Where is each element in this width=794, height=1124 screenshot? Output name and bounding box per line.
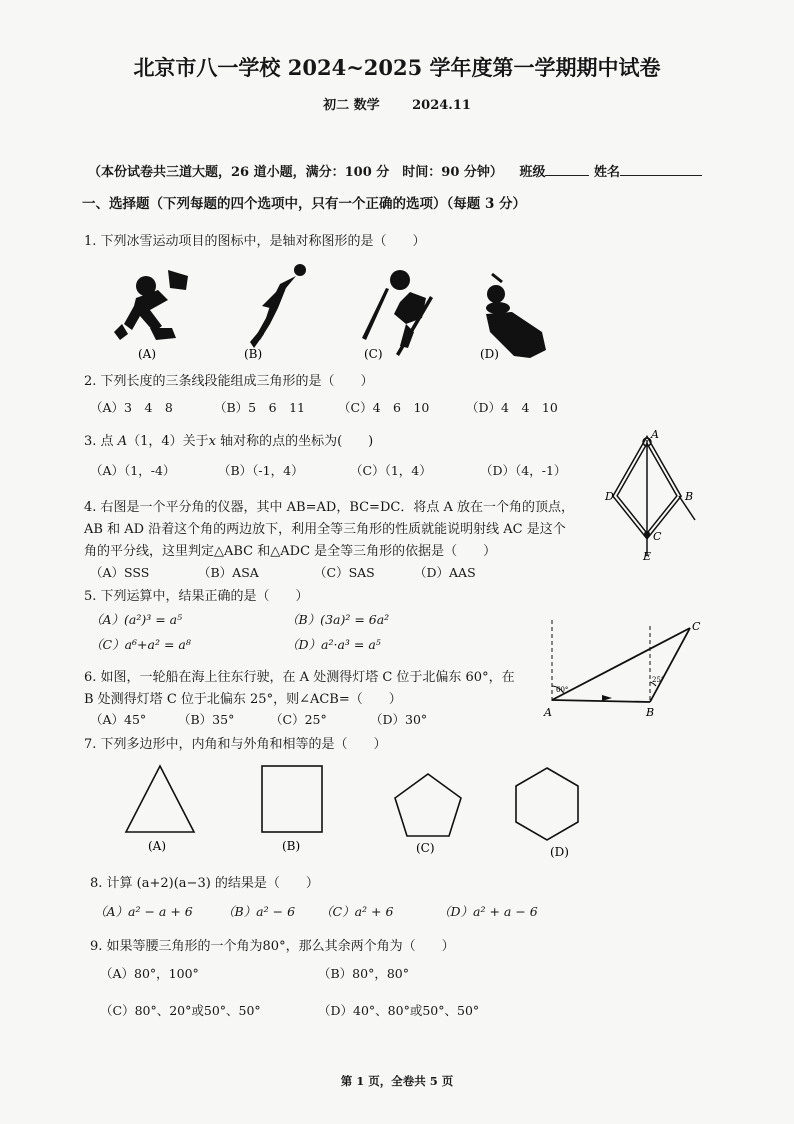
q3-stem-suffix: （1，4）关于 [127,434,209,449]
icon-d-curling-icon [486,274,546,358]
q4-option-d: （D）AAS [414,565,476,580]
exam-date: 2024.11 [412,98,471,113]
q9-option-c: （C）80°、20°或50°、50° [100,1003,261,1018]
q5-option-b: （B）(3a)² = 6a² [286,612,390,627]
q4-option-c: （C）SAS [314,565,375,580]
q9-option-a: （A）80°，100° [100,966,199,981]
class-label: 班级 [519,165,546,180]
q5-stem: 5. 下列运算中，结果正确的是（ ） [84,589,309,604]
name-label: 姓名 [593,165,620,180]
q6-figure [540,616,710,720]
q1-label-a: (A) [138,347,157,361]
exam-title: 北京市八一学校 2024~2025 学年度第一学期期中试卷 [133,55,661,80]
q5-option-a: （A）(a²)³ = a⁵ [90,612,183,627]
q2-stem: 2. 下列长度的三条线段能组成三角形的是（ ） [84,374,374,389]
q9-option-b: （B）80°，80° [318,966,409,981]
q4-label-a: A [651,428,659,441]
q7-label-c: (C) [416,841,435,855]
q4-option-a: （A）SSS [90,565,150,580]
q2-option-c: （C）4 6 10 [338,400,430,415]
q8-option-c: （C）a² + 6 [320,904,394,919]
grade-subject: 初二 数学 [323,98,380,113]
q4-figure [595,428,705,563]
q8-option-d: （D）a² + a − 6 [438,904,538,919]
q6-angle-25: 25° [652,676,665,684]
q9-stem: 9. 如果等腰三角形的一个角为80°，那么其余两个角为（ ） [90,939,455,954]
icon-b-ski-jumper-icon [250,264,306,348]
q5-option-d: （D）a²·a³ = a⁵ [286,637,381,652]
q6-label-a: A [544,706,552,719]
q6-option-c: （C）25° [270,712,327,727]
pentagon-shape [395,774,461,836]
q6-label-b: B [646,706,655,719]
q8-stem: 8. 计算 (a+2)(a−3) 的结果是（ ） [90,876,319,891]
class-blank [545,163,589,176]
q7-label-a: (A) [148,839,167,853]
name-blank [620,163,702,176]
hexagon-shape [516,768,578,840]
q3-option-d: （D）（4，-1） [480,463,567,478]
info-text: （本份试卷共三道大题，26 道小题，满分：100 分 时间：90 分钟） [88,165,503,180]
q7-label-d: (D) [550,845,569,859]
icon-c-skier-icon [362,270,433,356]
q1-icons [110,258,570,363]
q3-stem-end: 轴对称的点的坐标为( ) [215,434,374,449]
q1-label-b: (B) [244,347,263,361]
q9-option-d: （D）40°、80°或50°、50° [318,1003,480,1018]
q6-label-c: C [692,620,701,633]
exam-info [88,161,702,180]
triangle-shape [126,766,194,832]
q5-option-c: （C）a⁶+a² = a⁸ [90,637,191,652]
q1-stem: 1. 下列冰雪运动项目的图标中，是轴对称图形的是（ ） [84,234,426,249]
q3-stem-prefix: 3. 点 [84,434,114,449]
q4-option-b: （B）ASA [198,565,259,580]
q1-label-c: (C) [364,347,383,361]
q4-label-b: B [685,490,694,503]
q3-option-a: （A）（1，-4） [90,463,176,478]
q6-line-2: B 处测得灯塔 C 位于北偏东 25°，则∠ACB=（ ） [84,692,402,707]
q7-polygons [110,760,610,860]
q4-line-1: 4. 右图是一个平分角的仪器，其中 AB=AD，BC=DC．将点 A 放在一个角的顶点， [84,500,574,515]
q1-label-d: (D) [480,347,499,361]
exam-subtitle [0,94,794,113]
q7-stem: 7. 下列多边形中，内角和与外角和相等的是（ ） [84,737,387,752]
q4-label-c: C [653,530,662,543]
q6-option-a: （A）45° [90,712,147,727]
q4-label-d: D [605,490,614,503]
q8-option-b: （B）a² − 6 [222,904,296,919]
q3-option-c: （C）（1，4） [350,463,432,478]
q2-option-a: （A）3 4 8 [90,400,173,415]
q4-label-e: E [643,550,652,563]
q7-label-b: (B) [282,839,301,853]
q6-option-d: （D）30° [370,712,428,727]
q3-option-b: （B）（-1，4） [218,463,304,478]
square-shape [262,766,322,832]
q4-line-3: 角的平分线，这里判定△ABC 和△ADC 是全等三角形的依据是（ ） [84,544,497,559]
q4-line-2: AB 和 AD 沿着这个角的两边放下，利用全等三角形的性质就能说明射线 AC 是这个 [84,522,566,537]
q6-line-1: 6. 如图，一轮船在海上往东行驶，在 A 处测得灯塔 C 位于北偏东 60°，在 [84,670,515,685]
section-1-title: 一、选择题（下列每题的四个选项中，只有一个正确的选项）（每题 3 分） [82,196,527,212]
q2-option-b: （B）5 6 11 [214,400,305,415]
q3-axis: x [208,434,216,449]
q6-angle-60: 60° [556,686,569,694]
page-footer: 第 1 页，全卷共 5 页 [340,1074,454,1088]
q8-option-a: （A）a² − a + 6 [94,904,193,919]
q6-option-b: （B）35° [178,712,235,727]
icon-a-skater-icon [114,270,188,340]
q3-point: A [117,434,128,449]
q2-option-d: （D）4 4 10 [466,400,558,415]
q3-stem [84,430,373,449]
